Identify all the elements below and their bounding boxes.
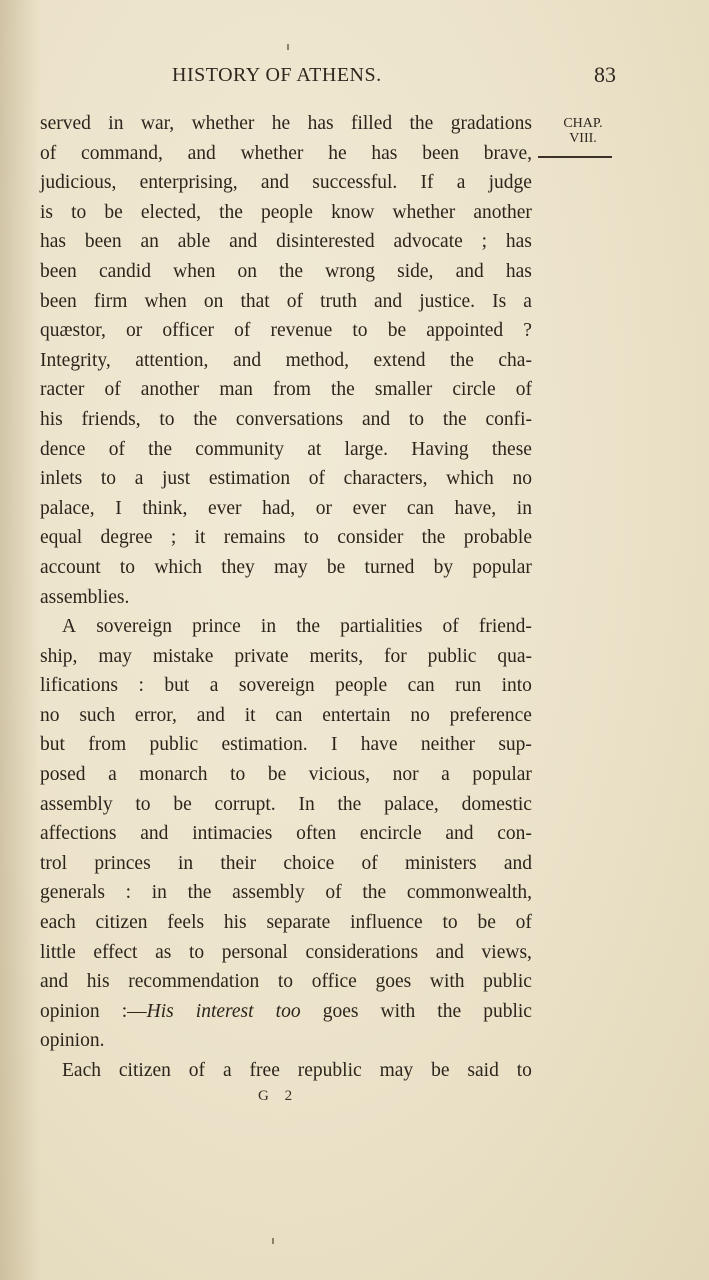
text-line: is to be elected, the people know whether another: [40, 201, 532, 223]
text-line: equal degree ; it remains to consider the probable: [40, 527, 532, 549]
text-line: has been an able and disinterested advocate ; has: [40, 231, 532, 253]
text-line: account to which they may be turned by popular: [40, 556, 532, 578]
text-line: assemblies.: [40, 586, 130, 608]
text-line: opinion.: [40, 1030, 105, 1052]
signature-mark: G 2: [258, 1088, 299, 1104]
chapter-number: VIII.: [569, 131, 597, 146]
text-line: Integrity, attention, and method, extend the cha-: [40, 349, 532, 371]
paper-speck: [287, 44, 289, 50]
text-line: generals : in the assembly of the commonwealth,: [40, 882, 532, 904]
margin-chapter-note: [548, 116, 618, 146]
text-line: racter of another man from the smaller circle of: [40, 379, 532, 401]
text-line: Each citizen of a free republic may be said to: [62, 1060, 532, 1081]
text-line: but from public estimation. I have neither sup-: [40, 734, 532, 756]
text-line: each citizen feels his separate influence to be of: [40, 912, 532, 934]
text-line: lifications : but a sovereign people can run into: [40, 675, 532, 697]
text-line: affections and intimacies often encircle and con-: [40, 823, 532, 845]
running-head: HISTORY OF ATHENS.: [172, 64, 382, 86]
text-line: A sovereign prince in the partialities of friend-: [62, 616, 532, 638]
text-line: dence of the community at large. Having these: [40, 438, 532, 460]
text-line: inlets to a just estimation of characters, which no: [40, 468, 532, 490]
text-line: opinion :—His interest too goes with the public: [40, 1000, 532, 1022]
text-line: little effect as to personal considerations and views,: [40, 941, 532, 963]
paper-speck: [272, 1238, 274, 1244]
text-line: posed a monarch to be vicious, nor a popular: [40, 764, 532, 786]
text-line: ship, may mistake private merits, for public qua-: [40, 645, 532, 667]
text-line: been candid when on the wrong side, and has: [40, 260, 532, 282]
page-number: 83: [594, 62, 616, 87]
text-line: quæstor, or officer of revenue to be appointed ?: [40, 320, 532, 342]
text-line: judicious, enterprising, and successful. If a judge: [40, 172, 532, 194]
text-line: served in war, whether he has filled the gradations: [40, 113, 532, 134]
chapter-label: CHAP.: [563, 116, 603, 131]
text-line: no such error, and it can entertain no preference: [40, 704, 532, 726]
text-line: and his recommendation to office goes with public: [40, 971, 532, 993]
body-text: [40, 109, 532, 1086]
gutter-shadow: [0, 0, 40, 1280]
text-line: of command, and whether he has been brave,: [40, 142, 532, 164]
text-line: palace, I think, ever had, or ever can have, in: [40, 497, 532, 519]
margin-rule: [538, 156, 612, 158]
text-line: his friends, to the conversations and to the confi-: [40, 408, 532, 430]
text-line: assembly to be corrupt. In the palace, domestic: [40, 793, 532, 815]
text-line: trol princes in their choice of ministers and: [40, 852, 532, 874]
text-line: been firm when on that of truth and justice. Is a: [40, 290, 532, 312]
